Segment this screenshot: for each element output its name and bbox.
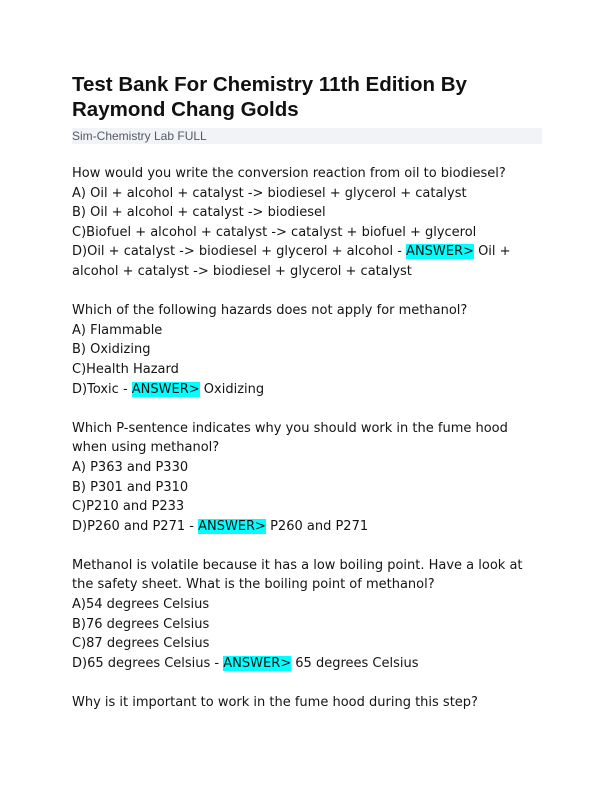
answer-option-d-with-answer — [72, 242, 542, 281]
answer-option-d: D)Oil + catalyst -> biodiesel + glycerol + alcohol - — [72, 244, 407, 260]
question-5 — [72, 693, 542, 713]
question-4 — [72, 556, 542, 674]
answer-option-d: D)65 degrees Celsius - — [72, 655, 224, 671]
correct-answer: Oil + alcohol + catalyst -> biodiesel + glycerol + catalyst — [72, 244, 511, 279]
answer-marker: ANSWER> — [406, 244, 474, 260]
answer-option-c: C)Biofuel + alcohol + catalyst -> catalyst + biofuel + glycerol — [72, 224, 477, 240]
question-prompt: Which of the following hazards does not apply for methanol? — [72, 303, 468, 319]
question-3 — [72, 419, 542, 537]
question-prompt: Which P-sentence indicates why you should work in the fume hood when using methanol? — [72, 420, 508, 456]
answer-option-b: B) Oxidizing — [72, 342, 151, 358]
answer-option-a: A) Flammable — [72, 322, 163, 338]
document-page — [72, 72, 542, 732]
correct-answer: 65 degrees Celsius — [295, 655, 419, 671]
question-prompt: Methanol is volatile because it has a low boiling point. Have a look at the safety sheet. What is the boiling point of methanol? — [72, 557, 523, 593]
question-list — [72, 164, 542, 713]
question-1 — [72, 164, 542, 282]
answer-marker: ANSWER> — [198, 518, 266, 534]
answer-marker: ANSWER> — [131, 381, 200, 397]
correct-answer: Oxidizing — [203, 381, 265, 397]
question-prompt: Why is it important to work in the fume hood during this step? — [72, 695, 478, 711]
answer-option-b: B) Oil + alcohol + catalyst -> biodiesel — [72, 205, 326, 221]
answer-option-d-with-answer — [72, 517, 542, 537]
question-prompt: How would you write the conversion reaction from oil to biodiesel? — [72, 166, 506, 181]
document-subtitle: Sim-Chemistry Lab FULL — [72, 128, 542, 144]
answer-option-b: B)76 degrees Celsius — [72, 616, 210, 632]
answer-option-c: C)Health Hazard — [72, 361, 179, 377]
answer-marker: ANSWER> — [223, 655, 292, 671]
answer-option-d-with-answer — [72, 380, 542, 400]
answer-option-a: A) Oil + alcohol + catalyst -> biodiesel + glycerol + catalyst — [72, 185, 467, 201]
answer-option-c: C)P210 and P233 — [72, 499, 185, 515]
correct-answer: P260 and P271 — [270, 518, 369, 534]
answer-option-d: D)P260 and P271 - — [72, 518, 199, 534]
answer-option-a: A)54 degrees Celsius — [72, 597, 210, 613]
answer-option-b: B) P301 and P310 — [72, 479, 189, 495]
document-title: Test Bank For Chemistry 11th Edition By Raymond Chang Golds — [72, 73, 467, 121]
question-2 — [72, 301, 542, 399]
answer-option-a: A) P363 and P330 — [72, 459, 189, 475]
answer-option-c: C)87 degrees Celsius — [72, 636, 210, 652]
answer-option-d: D)Toxic - — [72, 381, 132, 397]
answer-option-d-with-answer — [72, 654, 542, 674]
